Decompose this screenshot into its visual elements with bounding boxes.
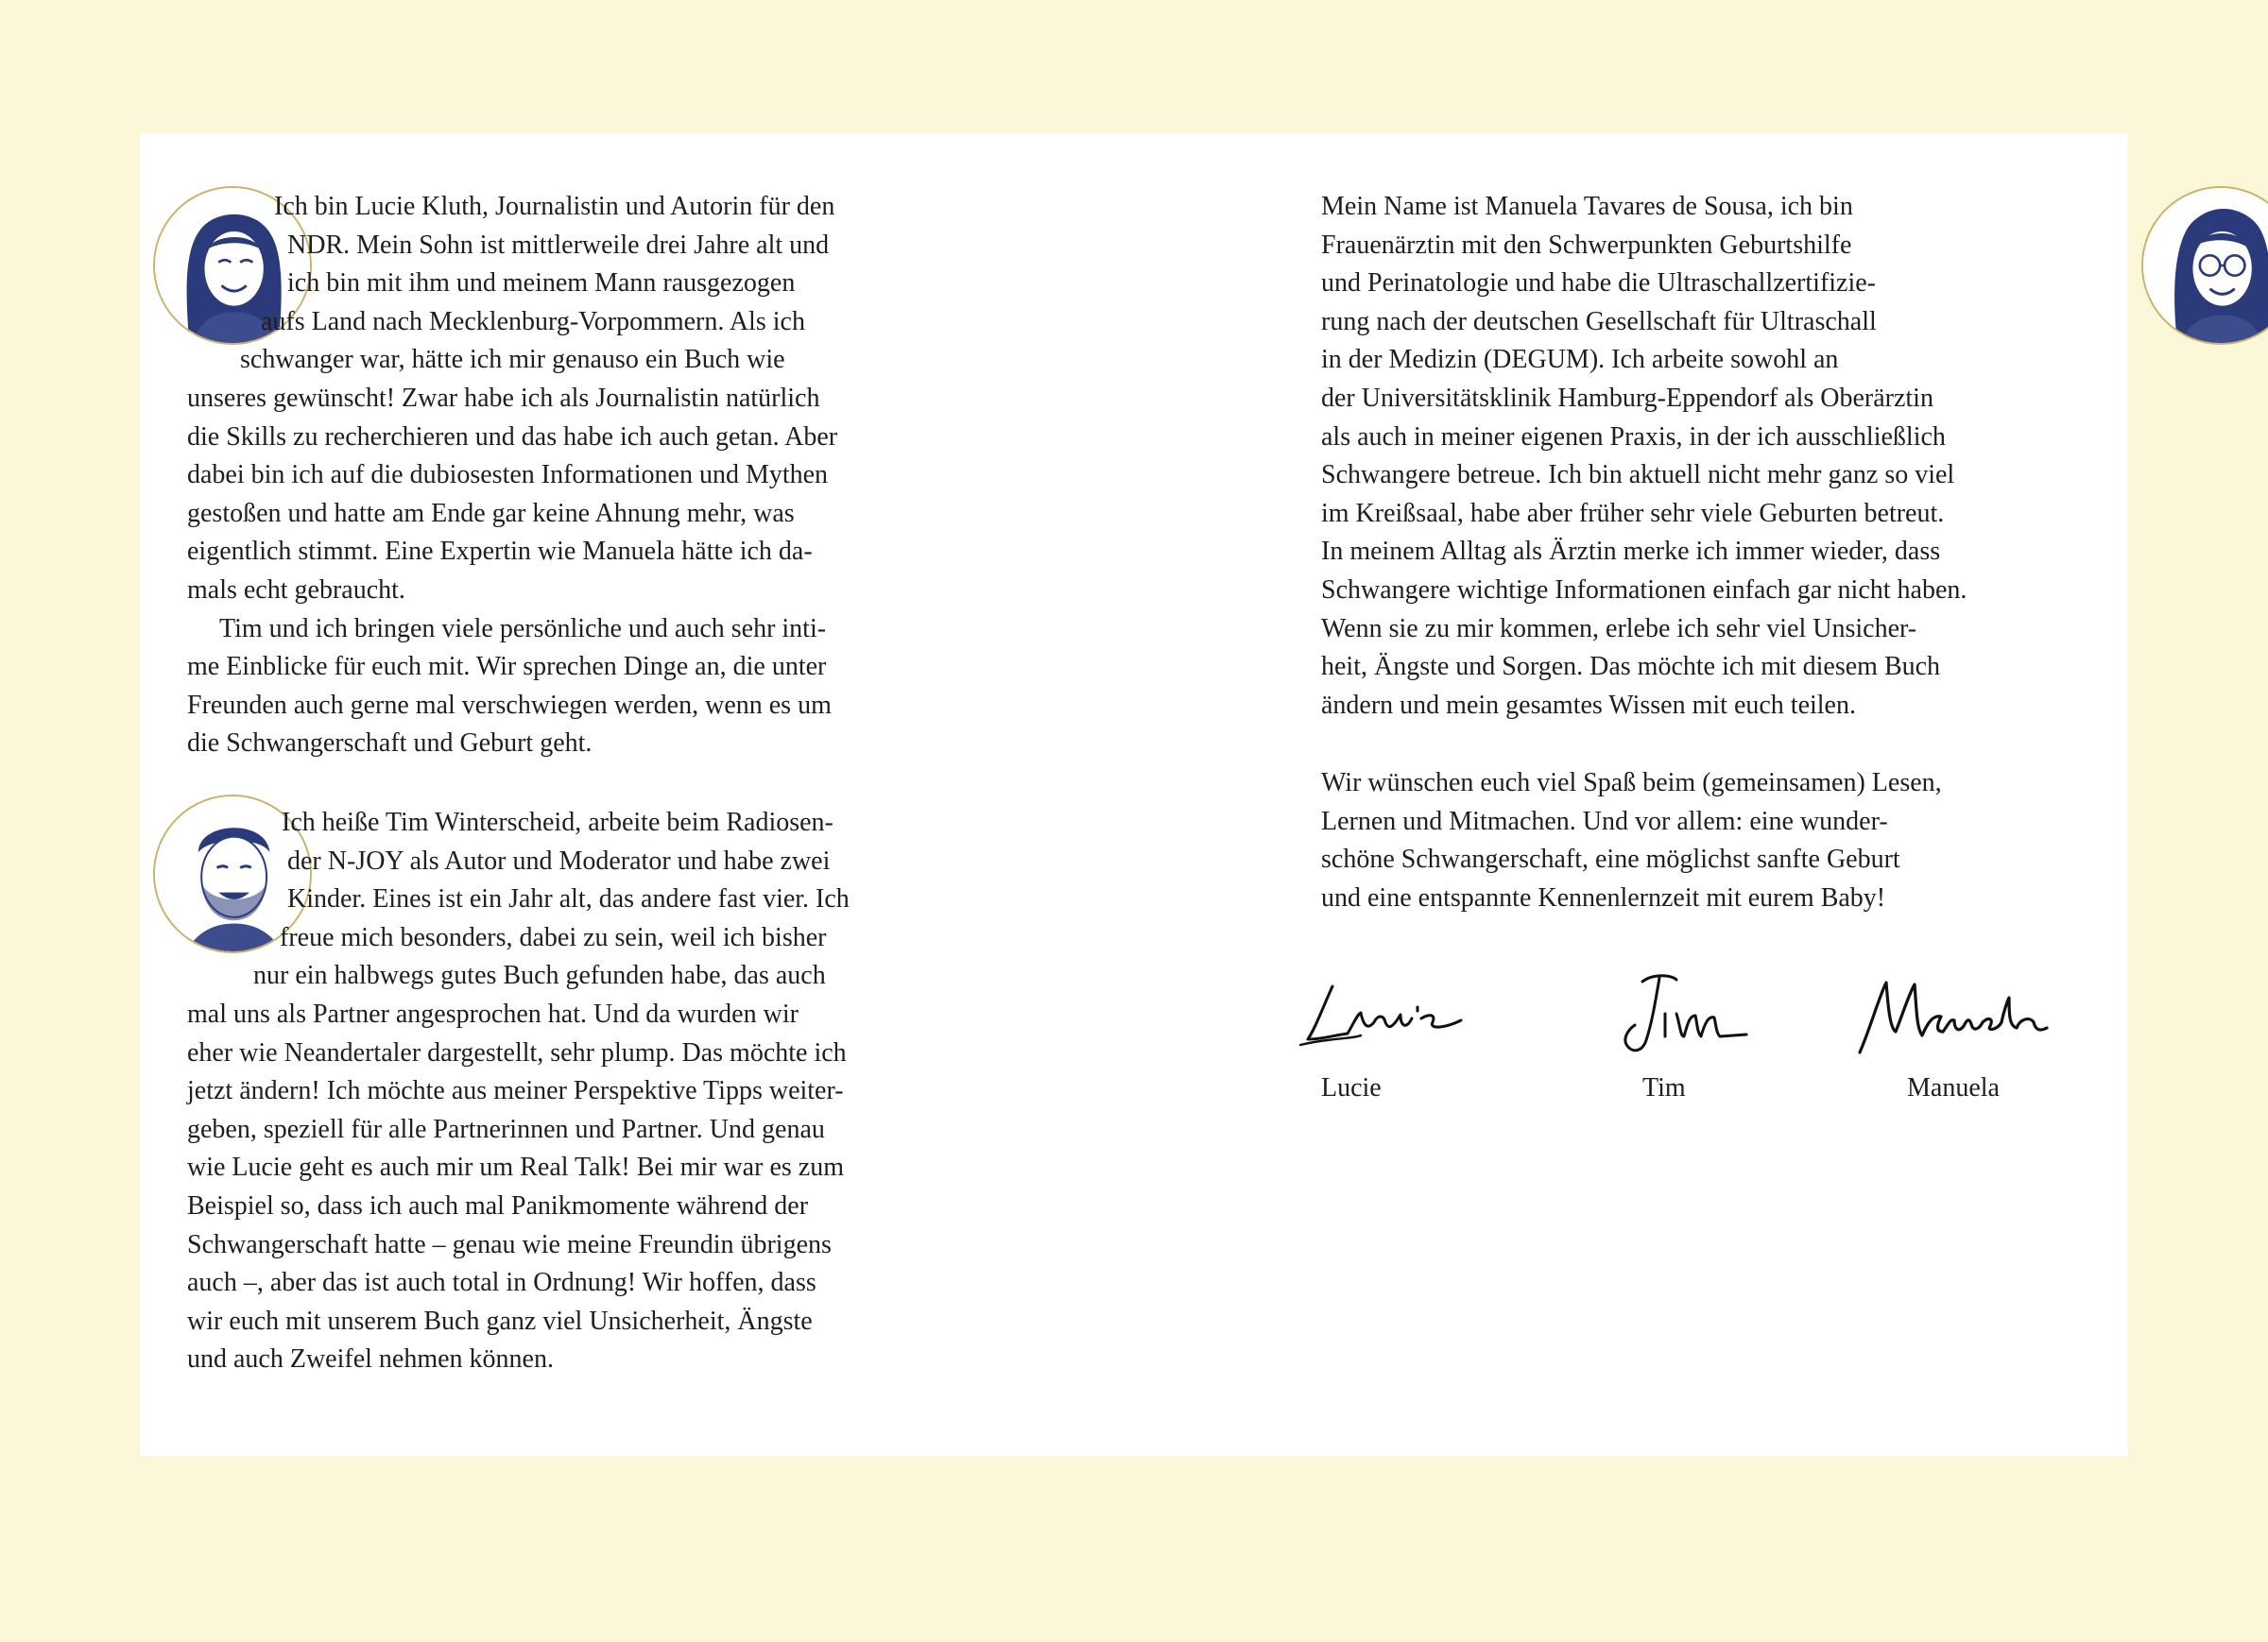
text-line: jetzt ändern! Ich möchte aus meiner Perspektive Tipps weiter-: [187, 1076, 844, 1106]
text-line: freue mich besonders, dabei zu sein, weil ich bisher: [280, 922, 827, 952]
text-line: ändern und mein gesamtes Wissen mit euch teilen.: [1321, 690, 1856, 720]
text-line: der N-JOY als Autor und Moderator und habe zwei: [287, 846, 831, 876]
text-line: der Universitätsklinik Hamburg-Eppendorf als Oberärztin: [1321, 384, 1933, 413]
manuela-portrait-icon: [2141, 186, 2268, 345]
text-line: nur ein halbwegs gutes Buch gefunden habe, das auch: [253, 961, 826, 991]
text-line: NDR. Mein Sohn ist mittlerweile drei Jahre alt und: [287, 230, 830, 260]
text-line: im Kreißsaal, habe aber früher sehr viele Geburten betreut.: [1321, 498, 1945, 528]
text-line: heit, Ängste und Sorgen. Das möchte ich mit diesem Buch: [1321, 652, 1941, 682]
text-line: auch –, aber das ist auch total in Ordnung! Wir hoffen, dass: [187, 1268, 816, 1298]
text-line: ich bin mit ihm und meinem Mann rausgezogen: [287, 268, 796, 299]
manuela-signature: [1850, 969, 2058, 1064]
text-line: Lernen und Mitmachen. Und vor allem: eine wunder-: [1321, 806, 1888, 836]
text-line: Wir wünschen euch viel Spaß beim (gemeinsamen) Lesen,: [1321, 768, 1942, 797]
text-line: und auch Zweifel nehmen können.: [187, 1344, 554, 1375]
text-line: die Schwangerschaft und Geburt geht.: [187, 728, 593, 759]
text-line: eigentlich stimmt. Eine Expertin wie Manuela hätte ich da-: [187, 537, 813, 567]
text-line: Schwangere wichtige Informationen einfach gar nicht haben.: [1321, 575, 1967, 605]
text-line: mals echt gebraucht.: [187, 575, 405, 605]
text-line: Ich bin Lucie Kluth, Journalistin und Autorin für den: [274, 192, 835, 221]
book-spread: [140, 133, 2128, 1456]
tim-signature: [1586, 966, 1756, 1061]
lucie-signature-name: Lucie: [1321, 1073, 1382, 1103]
text-line: Wenn sie zu mir kommen, erlebe ich sehr viel Unsicher-: [1321, 613, 1917, 643]
text-line: Beispiel so, dass ich auch mal Panikmomente während der: [187, 1191, 809, 1221]
text-line: eher wie Neandertaler dargestellt, sehr plump. Das möchte ich: [187, 1037, 847, 1068]
tim-signature-name: Tim: [1642, 1073, 1686, 1103]
text-line: unseres gewünscht! Zwar habe ich als Journalistin natürlich: [187, 384, 820, 413]
text-line: dabei bin ich auf die dubiosesten Informationen und Mythen: [187, 460, 829, 490]
text-line: wir euch mit unserem Buch ganz viel Unsicherheit, Ängste: [187, 1306, 813, 1336]
text-line: Kinder. Eines ist ein Jahr alt, das andere fast vier. Ich: [287, 884, 850, 915]
text-line: Schwangerschaft hatte – genau wie meine Freundin übrigens: [187, 1229, 832, 1259]
text-line: schöne Schwangerschaft, eine möglichst sanfte Geburt: [1321, 845, 1900, 875]
text-line: als auch in meiner eigenen Praxis, in der ich ausschließlich: [1321, 421, 1946, 452]
text-line: aufs Land nach Mecklenburg-Vorpommern. Als ich: [261, 306, 805, 336]
lucie-signature: [1295, 969, 1484, 1054]
text-line: geben, speziell für alle Partnerinnen und Partner. Und genau: [187, 1114, 825, 1144]
text-line: und Perinatologie und habe die Ultraschallzertifizie-: [1321, 268, 1877, 299]
text-line: die Skills zu recherchieren und das habe ich auch getan. Aber: [187, 421, 838, 452]
text-line: Ich heiße Tim Winterscheid, arbeite beim Radiosen-: [282, 808, 833, 837]
text-line: Schwangere betreue. Ich bin aktuell nicht mehr ganz so viel: [1321, 460, 1955, 490]
text-line: und eine entspannte Kennenlernzeit mit eurem Baby!: [1321, 882, 1886, 913]
text-line: in der Medizin (DEGUM). Ich arbeite sowohl an: [1321, 345, 1839, 375]
text-line: gestoßen und hatte am Ende gar keine Ahnung mehr, was: [187, 498, 795, 528]
manuela-signature-name: Manuela: [1907, 1073, 2000, 1103]
text-line: schwanger war, hätte ich mir genauso ein Buch wie: [240, 345, 785, 375]
text-line: mal uns als Partner angesprochen hat. Und da wurden wir: [187, 1000, 799, 1029]
text-line: In meinem Alltag als Ärztin merke ich immer wieder, dass: [1321, 537, 1941, 567]
text-line: Frauenärztin mit den Schwerpunkten Geburtshilfe: [1321, 230, 1852, 260]
text-line: Tim und ich bringen viele persönliche und auch sehr inti-: [219, 613, 827, 643]
text-line: wie Lucie geht es auch mir um Real Talk! Bei mir war es zum: [187, 1153, 844, 1183]
text-line: Mein Name ist Manuela Tavares de Sousa, ich bin: [1321, 192, 1853, 221]
text-line: me Einblicke für euch mit. Wir sprechen Dinge an, die unter: [187, 652, 827, 682]
text-line: Freunden auch gerne mal verschwiegen werden, wenn es um: [187, 690, 832, 720]
text-line: rung nach der deutschen Gesellschaft für Ultraschall: [1321, 306, 1877, 336]
